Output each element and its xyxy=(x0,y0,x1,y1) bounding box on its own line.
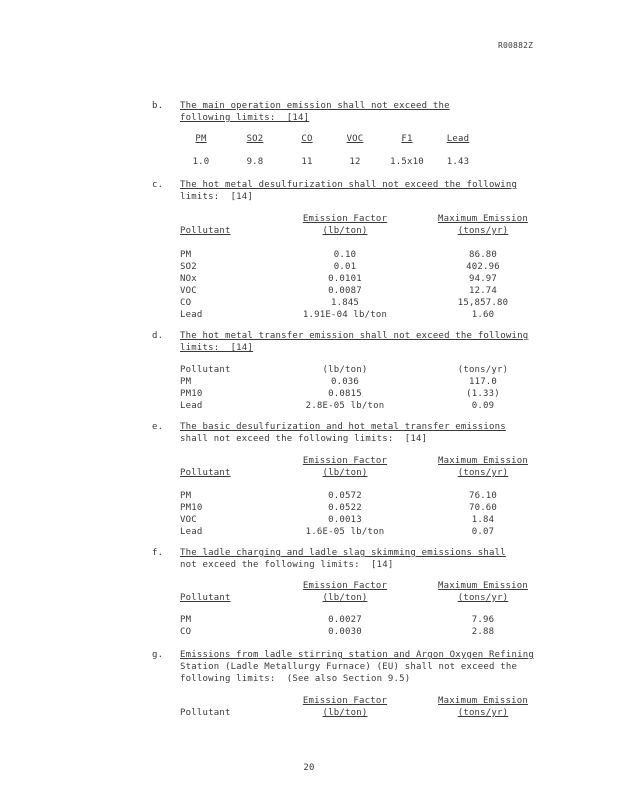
e-pollutant: Lead xyxy=(180,527,203,537)
section-d-line1: The hot metal transfer emission shall not exceed the following xyxy=(180,331,529,341)
c-pollutant: VOC xyxy=(180,286,197,296)
section-c-line2: limits: [14] xyxy=(180,192,254,202)
c-emission: 12.74 xyxy=(468,286,498,296)
b-header-f1: F1 xyxy=(401,134,413,144)
c-pollutant: Lead xyxy=(180,310,203,320)
e-col-factor-unit: (lb/ton) xyxy=(322,468,368,478)
d-factor: 0.036 xyxy=(330,377,360,387)
c-emission: 86.80 xyxy=(468,250,498,260)
document-id: R00882Z xyxy=(498,41,534,50)
e-col-emission-head: Maximum Emission xyxy=(438,456,528,466)
d-col-emission-unit: (tons/yr) xyxy=(457,365,509,375)
section-d-line2: limits: [14] xyxy=(180,343,254,353)
d-pollutant-head: Pollutant xyxy=(180,365,231,375)
b-value-so2: 9.8 xyxy=(246,157,264,167)
section-g-letter: g. xyxy=(152,650,164,660)
c-pollutant: SO2 xyxy=(180,262,197,272)
c-factor: 0.01 xyxy=(333,262,357,272)
f-col-emission-unit: (tons/yr) xyxy=(457,593,509,603)
page-number: 20 xyxy=(303,763,315,773)
g-col-emission-unit: (tons/yr) xyxy=(457,708,509,718)
d-emission: (1.33) xyxy=(466,389,500,399)
c-col-factor-unit: (lb/ton) xyxy=(322,226,368,236)
f-pollutant: PM xyxy=(180,615,192,625)
b-value-co: 11 xyxy=(301,157,313,167)
f-factor: 0.0030 xyxy=(328,627,362,637)
b-header-lead: Lead xyxy=(446,134,470,144)
d-emission: 117.0 xyxy=(468,377,498,387)
section-g-line1: Emissions from ladle stirring station and Argon Oxygen Refining xyxy=(180,650,534,660)
e-emission: 70.60 xyxy=(468,503,498,513)
f-col-factor-head: Emission Factor xyxy=(302,581,388,591)
section-f-line2: not exceed the following limits: [14] xyxy=(180,560,394,570)
c-emission: 1.60 xyxy=(471,310,495,320)
d-pollutant: PM10 xyxy=(180,389,203,399)
e-emission: 0.07 xyxy=(471,527,495,537)
f-emission: 7.96 xyxy=(471,615,495,625)
e-factor: 0.0013 xyxy=(328,515,362,525)
e-col-emission-unit: (tons/yr) xyxy=(457,468,509,478)
c-pollutant: PM xyxy=(180,250,192,260)
b-header-voc: VOC xyxy=(346,134,364,144)
e-factor: 0.0572 xyxy=(328,491,362,501)
section-e-line1: The basic desulfurization and hot metal transfer emissions xyxy=(180,422,506,432)
c-emission: 94.97 xyxy=(468,274,498,284)
section-e-line2: shall not exceed the following limits: [14] xyxy=(180,434,428,444)
b-value-pm: 1.0 xyxy=(192,157,210,167)
f-emission: 2.88 xyxy=(471,627,495,637)
c-pollutant: NOx xyxy=(180,274,197,284)
c-factor: 1.91E-04 lb/ton xyxy=(302,310,388,320)
c-factor: 0.0101 xyxy=(328,274,362,284)
section-c-line1: The hot metal desulfurization shall not exceed the following xyxy=(180,180,518,190)
c-pollutant-head: Pollutant xyxy=(180,226,231,236)
section-b-line2: following limits: [14] xyxy=(180,113,310,123)
g-col-emission-head: Maximum Emission xyxy=(438,696,528,706)
b-value-lead: 1.43 xyxy=(446,157,470,167)
c-factor: 0.0087 xyxy=(328,286,362,296)
d-col-factor-unit: (lb/ton) xyxy=(322,365,368,375)
section-b-line1: The main operation emission shall not exceed the xyxy=(180,101,450,111)
d-emission: 0.09 xyxy=(471,401,495,411)
f-pollutant: CO xyxy=(180,627,192,637)
d-factor: 0.0815 xyxy=(328,389,362,399)
section-b-letter: b. xyxy=(152,101,164,111)
b-value-voc: 12 xyxy=(349,157,361,167)
c-pollutant: CO xyxy=(180,298,192,308)
f-col-emission-head: Maximum Emission xyxy=(438,581,528,591)
section-c-letter: c. xyxy=(152,180,164,190)
section-g-line3: following limits: (See also Section 9.5) xyxy=(180,674,411,684)
g-pollutant-head: Pollutant xyxy=(180,708,231,718)
e-col-factor-head: Emission Factor xyxy=(302,456,388,466)
e-pollutant: PM xyxy=(180,491,192,501)
e-pollutant: PM10 xyxy=(180,503,203,513)
e-factor: 0.0522 xyxy=(328,503,362,513)
section-f-letter: f. xyxy=(152,548,164,558)
e-emission: 76.10 xyxy=(468,491,498,501)
c-col-emission-unit: (tons/yr) xyxy=(457,226,509,236)
e-pollutant: VOC xyxy=(180,515,197,525)
f-factor: 0.0027 xyxy=(328,615,362,625)
d-factor: 2.8E-05 lb/ton xyxy=(305,401,385,411)
b-header-so2: SO2 xyxy=(246,134,264,144)
c-emission: 402.96 xyxy=(466,262,500,272)
b-value-f1: 1.5x10 xyxy=(390,157,424,167)
d-pollutant: Lead xyxy=(180,401,203,411)
section-g-line2: Station (Ladle Metallurgy Furnace) (EU) shall not exceed the xyxy=(180,662,518,672)
section-f-line1: The ladle charging and ladle slag skimming emissions shall xyxy=(180,548,506,558)
e-emission: 1.84 xyxy=(471,515,495,525)
e-pollutant-head: Pollutant xyxy=(180,468,231,478)
b-header-pm: PM xyxy=(195,134,207,144)
c-factor: 0.10 xyxy=(333,250,357,260)
section-d-letter: d. xyxy=(152,331,164,341)
f-col-factor-unit: (lb/ton) xyxy=(322,593,368,603)
d-pollutant: PM xyxy=(180,377,192,387)
b-header-co: CO xyxy=(301,134,313,144)
section-e-letter: e. xyxy=(152,422,164,432)
g-col-factor-unit: (lb/ton) xyxy=(322,708,368,718)
c-emission: 15,857.80 xyxy=(457,298,509,308)
e-factor: 1.6E-05 lb/ton xyxy=(305,527,385,537)
c-col-emission-head: Maximum Emission xyxy=(438,214,528,224)
c-factor: 1.845 xyxy=(330,298,360,308)
f-pollutant-head: Pollutant xyxy=(180,593,231,603)
c-col-factor-head: Emission Factor xyxy=(302,214,388,224)
g-col-factor-head: Emission Factor xyxy=(302,696,388,706)
